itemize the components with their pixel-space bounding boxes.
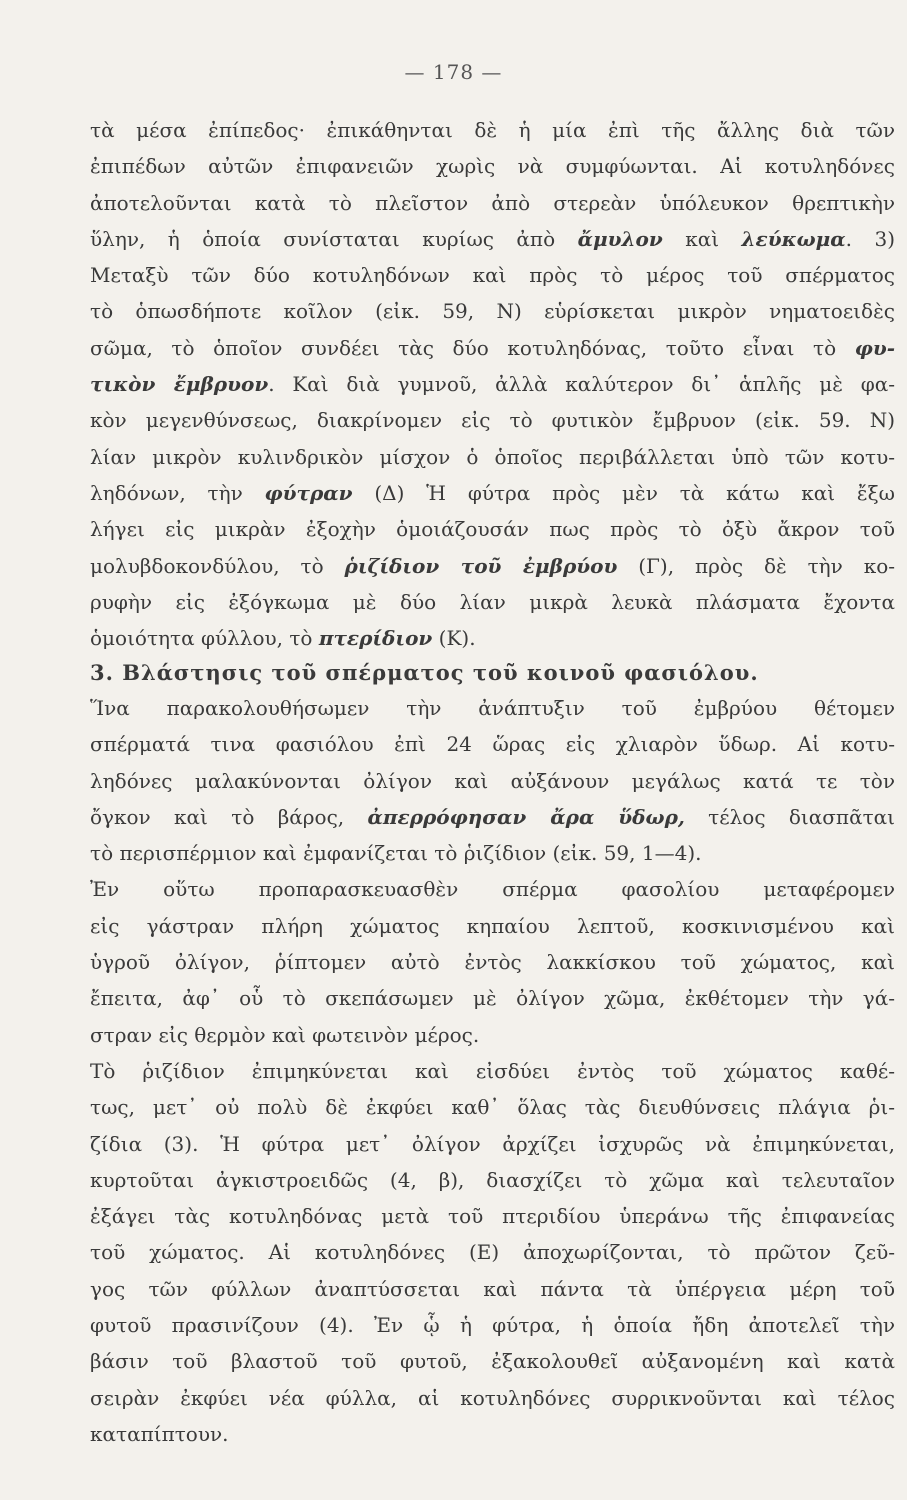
text-segment: (Κ). xyxy=(432,626,476,651)
text-line xyxy=(90,148,895,184)
text-line xyxy=(90,799,895,835)
text-line xyxy=(90,584,895,620)
text-segment: ἐξάγει τὰς κοτυληδόνας μετὰ τοῦ πτεριδίου ὑπεράνω τῆς ἐπιφανείας xyxy=(90,1204,895,1229)
text-line xyxy=(90,1380,895,1416)
emphasized-term: πτερίδιον xyxy=(318,626,433,651)
text-line xyxy=(90,1271,895,1307)
text-line xyxy=(90,620,895,656)
text-segment: Τὸ ῥιζίδιον ἐπιμηκύνεται καὶ εἰσδύει ἐντὸς τοῦ χώματος καθέ- xyxy=(90,1058,895,1083)
text-segment: καταπίπτουν. xyxy=(90,1421,229,1446)
text-segment: λίαν μικρὸν κυλινδρικὸν μίσχον ὁ ὁποῖος περιβάλλεται ὑπὸ τῶν κοτυ- xyxy=(90,444,895,469)
text-line xyxy=(90,366,895,402)
text-segment: βάσιν τοῦ βλαστοῦ τοῦ φυτοῦ, ἐξακολουθεῖ αὐξανομένη καὶ κατὰ xyxy=(90,1349,895,1374)
text-line xyxy=(90,835,895,871)
paragraph-block-top xyxy=(90,112,895,656)
page-number: — 178 — xyxy=(404,60,503,84)
text-segment: καὶ xyxy=(662,226,742,251)
text-segment: κὸν μεγενθύνσεως, διακρίνομεν εἰς τὸ φυτικὸν ἔμβρυον (εἰκ. 59. Ν) xyxy=(90,408,895,433)
text-segment: τοῦ χώματος. Αἱ κοτυληδόνες (Ε) ἀποχωρίζονται, τὸ πρῶτον ζεῦ- xyxy=(90,1240,895,1265)
text-segment: σπέρματά τινα φασιόλου ἐπὶ 24 ὥρας εἰς χλιαρὸν ὕδωρ. Αἱ κοτυ- xyxy=(90,732,895,757)
text-segment: σῶμα, τὸ ὁποῖον συνδέει τὰς δύο κοτυληδόνας, τοῦτο εἶναι τὸ xyxy=(90,335,855,360)
text-segment: ὕλην, ἡ ὁποία συνίσταται κυρίως ἀπὸ xyxy=(90,226,578,251)
text-segment: ληδόνες μαλακύνονται ὀλίγον καὶ αὐξάνουν μεγάλως κατά τε τὸν xyxy=(90,768,895,793)
text-line xyxy=(90,944,895,980)
text-line xyxy=(90,763,895,799)
emphasized-term: ῥιζίδιον τοῦ ἐμβρύου xyxy=(344,553,618,578)
text-line xyxy=(90,511,895,547)
emphasized-term: τικὸν ἔμβρυον xyxy=(90,372,269,397)
text-segment: σειρὰν ἐκφύει νέα φύλλα, αἱ κοτυληδόνες συρρικνοῦνται καὶ τέλος xyxy=(90,1385,895,1410)
text-line xyxy=(90,112,895,148)
text-line xyxy=(90,221,895,257)
text-segment: τὰ μέσα ἐπίπεδος· ἐπικάθηνται δὲ ἡ μία ἐπὶ τῆς ἄλλης διὰ τῶν xyxy=(90,118,895,142)
text-segment: κυρτοῦται ἀγκιστροειδῶς (4, β), διασχίζει τὸ χῶμα καὶ τελευταῖον xyxy=(90,1167,895,1192)
text-segment: ὑγροῦ ὀλίγον, ῥίπτομεν αὐτὸ ἐντὸς λακκίσκου τοῦ χώματος, καὶ xyxy=(90,950,895,975)
emphasized-term: φυ- xyxy=(854,335,895,360)
text-segment: . Καὶ διὰ γυμνοῦ, ἀλλὰ καλύτερον δι᾽ ἁπλῆς μὲ φα- xyxy=(268,372,895,397)
text-segment: . 3) xyxy=(845,226,896,251)
text-segment: Ἐν οὕτω προπαρασκευασθὲν σπέρμα φασολίου μεταφέρομεν xyxy=(90,877,895,902)
text-line xyxy=(90,330,895,366)
text-segment: λήγει εἰς μικρὰν ἐξοχὴν ὁμοιάζουσάν πως πρὸς τὸ ὀξὺ ἄκρον τοῦ xyxy=(90,517,895,542)
text-line xyxy=(90,1234,895,1270)
section-heading: 3. Βλάστησις τοῦ σπέρματος τοῦ κοινοῦ φασιόλου. xyxy=(90,660,759,685)
text-line xyxy=(90,1126,895,1162)
text-line xyxy=(90,1198,895,1234)
text-segment: τὸ περισπέρμιον καὶ ἐμφανίζεται τὸ ῥιζίδιον (εἰκ. 59, 1—4). xyxy=(90,841,702,866)
text-segment: (Γ), πρὸς δὲ τὴν κο- xyxy=(617,553,895,578)
emphasized-term: ἄμυλον xyxy=(577,226,663,251)
text-segment: μολυβδοκονδύλου, τὸ xyxy=(90,553,345,578)
paragraph-block-bottom xyxy=(90,690,895,1452)
text-line xyxy=(90,1307,895,1343)
text-segment: ὄγκον καὶ τὸ βάρος, xyxy=(90,804,368,829)
text-segment: τέλος διασπᾶται xyxy=(684,804,895,829)
text-line xyxy=(90,293,895,329)
text-segment: ληδόνων, τὴν xyxy=(90,480,265,505)
text-segment: ζίδια (3). Ἡ φύτρα μετ᾽ ὀλίγον ἀρχίζει ἰσχυρῶς νὰ ἐπιμηκύνεται, xyxy=(90,1131,895,1156)
text-segment: ἀποτελοῦνται κατὰ τὸ πλεῖστον ἀπὸ στερεὰν ὑπόλευκον θρεπτικὴν xyxy=(90,190,895,215)
emphasized-term: φύτραν xyxy=(264,480,353,505)
text-line xyxy=(90,439,895,475)
emphasized-term: λεύκωμα xyxy=(741,226,846,251)
text-segment: ὁμοιότητα φύλλου, τὸ xyxy=(90,626,319,651)
text-line xyxy=(90,185,895,221)
text-segment: εἰς γάστραν πλήρη χώματος κηπαίου λεπτοῦ, κοσκινισμένου καὶ xyxy=(90,913,895,938)
text-line xyxy=(90,257,895,293)
text-segment: φυτοῦ πρασινίζουν (4). Ἐν ᾧ ἡ φύτρα, ἡ ὁποία ἤδη ἀποτελεῖ τὴν xyxy=(90,1313,895,1338)
text-segment: Μεταξὺ τῶν δύο κοτυληδόνων καὶ πρὸς τὸ μέρος τοῦ σπέρματος xyxy=(90,263,895,288)
text-line xyxy=(90,980,895,1016)
text-line xyxy=(90,475,895,511)
text-line xyxy=(90,690,895,726)
text-line xyxy=(90,1343,895,1379)
text-line xyxy=(90,871,895,907)
text-line xyxy=(90,548,895,584)
text-line xyxy=(90,1162,895,1198)
text-line xyxy=(90,1017,895,1053)
text-segment: ἐπιπέδων αὐτῶν ἐπιφανειῶν χωρὶς νὰ συμφύωνται. Αἱ κοτυληδόνες xyxy=(90,154,895,179)
text-line xyxy=(90,1416,895,1452)
text-line xyxy=(90,908,895,944)
text-segment: Ἵνα παρακολουθήσωμεν τὴν ἀνάπτυξιν τοῦ ἐμβρύου θέτομεν xyxy=(90,696,895,720)
text-segment: (Δ) Ἡ φύτρα πρὸς μὲν τὰ κάτω καὶ ἔξω xyxy=(352,480,895,505)
emphasized-term: ἀπερρόφησαν ἄρα ὕδωρ, xyxy=(367,804,685,829)
text-line xyxy=(90,1053,895,1089)
text-line xyxy=(90,726,895,762)
text-segment: στραν εἰς θερμὸν καὶ φωτεινὸν μέρος. xyxy=(90,1022,480,1047)
text-segment: ρυφὴν εἰς ἐξόγκωμα μὲ δύο λίαν μικρὰ λευκὰ πλάσματα ἔχοντα xyxy=(90,589,895,614)
text-segment: τὸ ὁπωσδήποτε κοῖλον (εἰκ. 59, Ν) εὑρίσκεται μικρὸν νηματοειδὲς xyxy=(90,299,895,324)
text-line xyxy=(90,1089,895,1125)
text-line xyxy=(90,402,895,438)
text-segment: γος τῶν φύλλων ἀναπτύσσεται καὶ πάντα τὰ ὑπέργεια μέρη τοῦ xyxy=(90,1276,895,1301)
text-segment: τως, μετ᾽ οὐ πολὺ δὲ ἐκφύει καθ᾽ ὅλας τὰς διευθύνσεις πλάγια ῥι- xyxy=(90,1095,895,1120)
text-segment: ἔπειτα, ἀφ᾽ οὗ τὸ σκεπάσωμεν μὲ ὀλίγον χῶμα, ἐκθέτομεν τὴν γά- xyxy=(90,986,895,1011)
